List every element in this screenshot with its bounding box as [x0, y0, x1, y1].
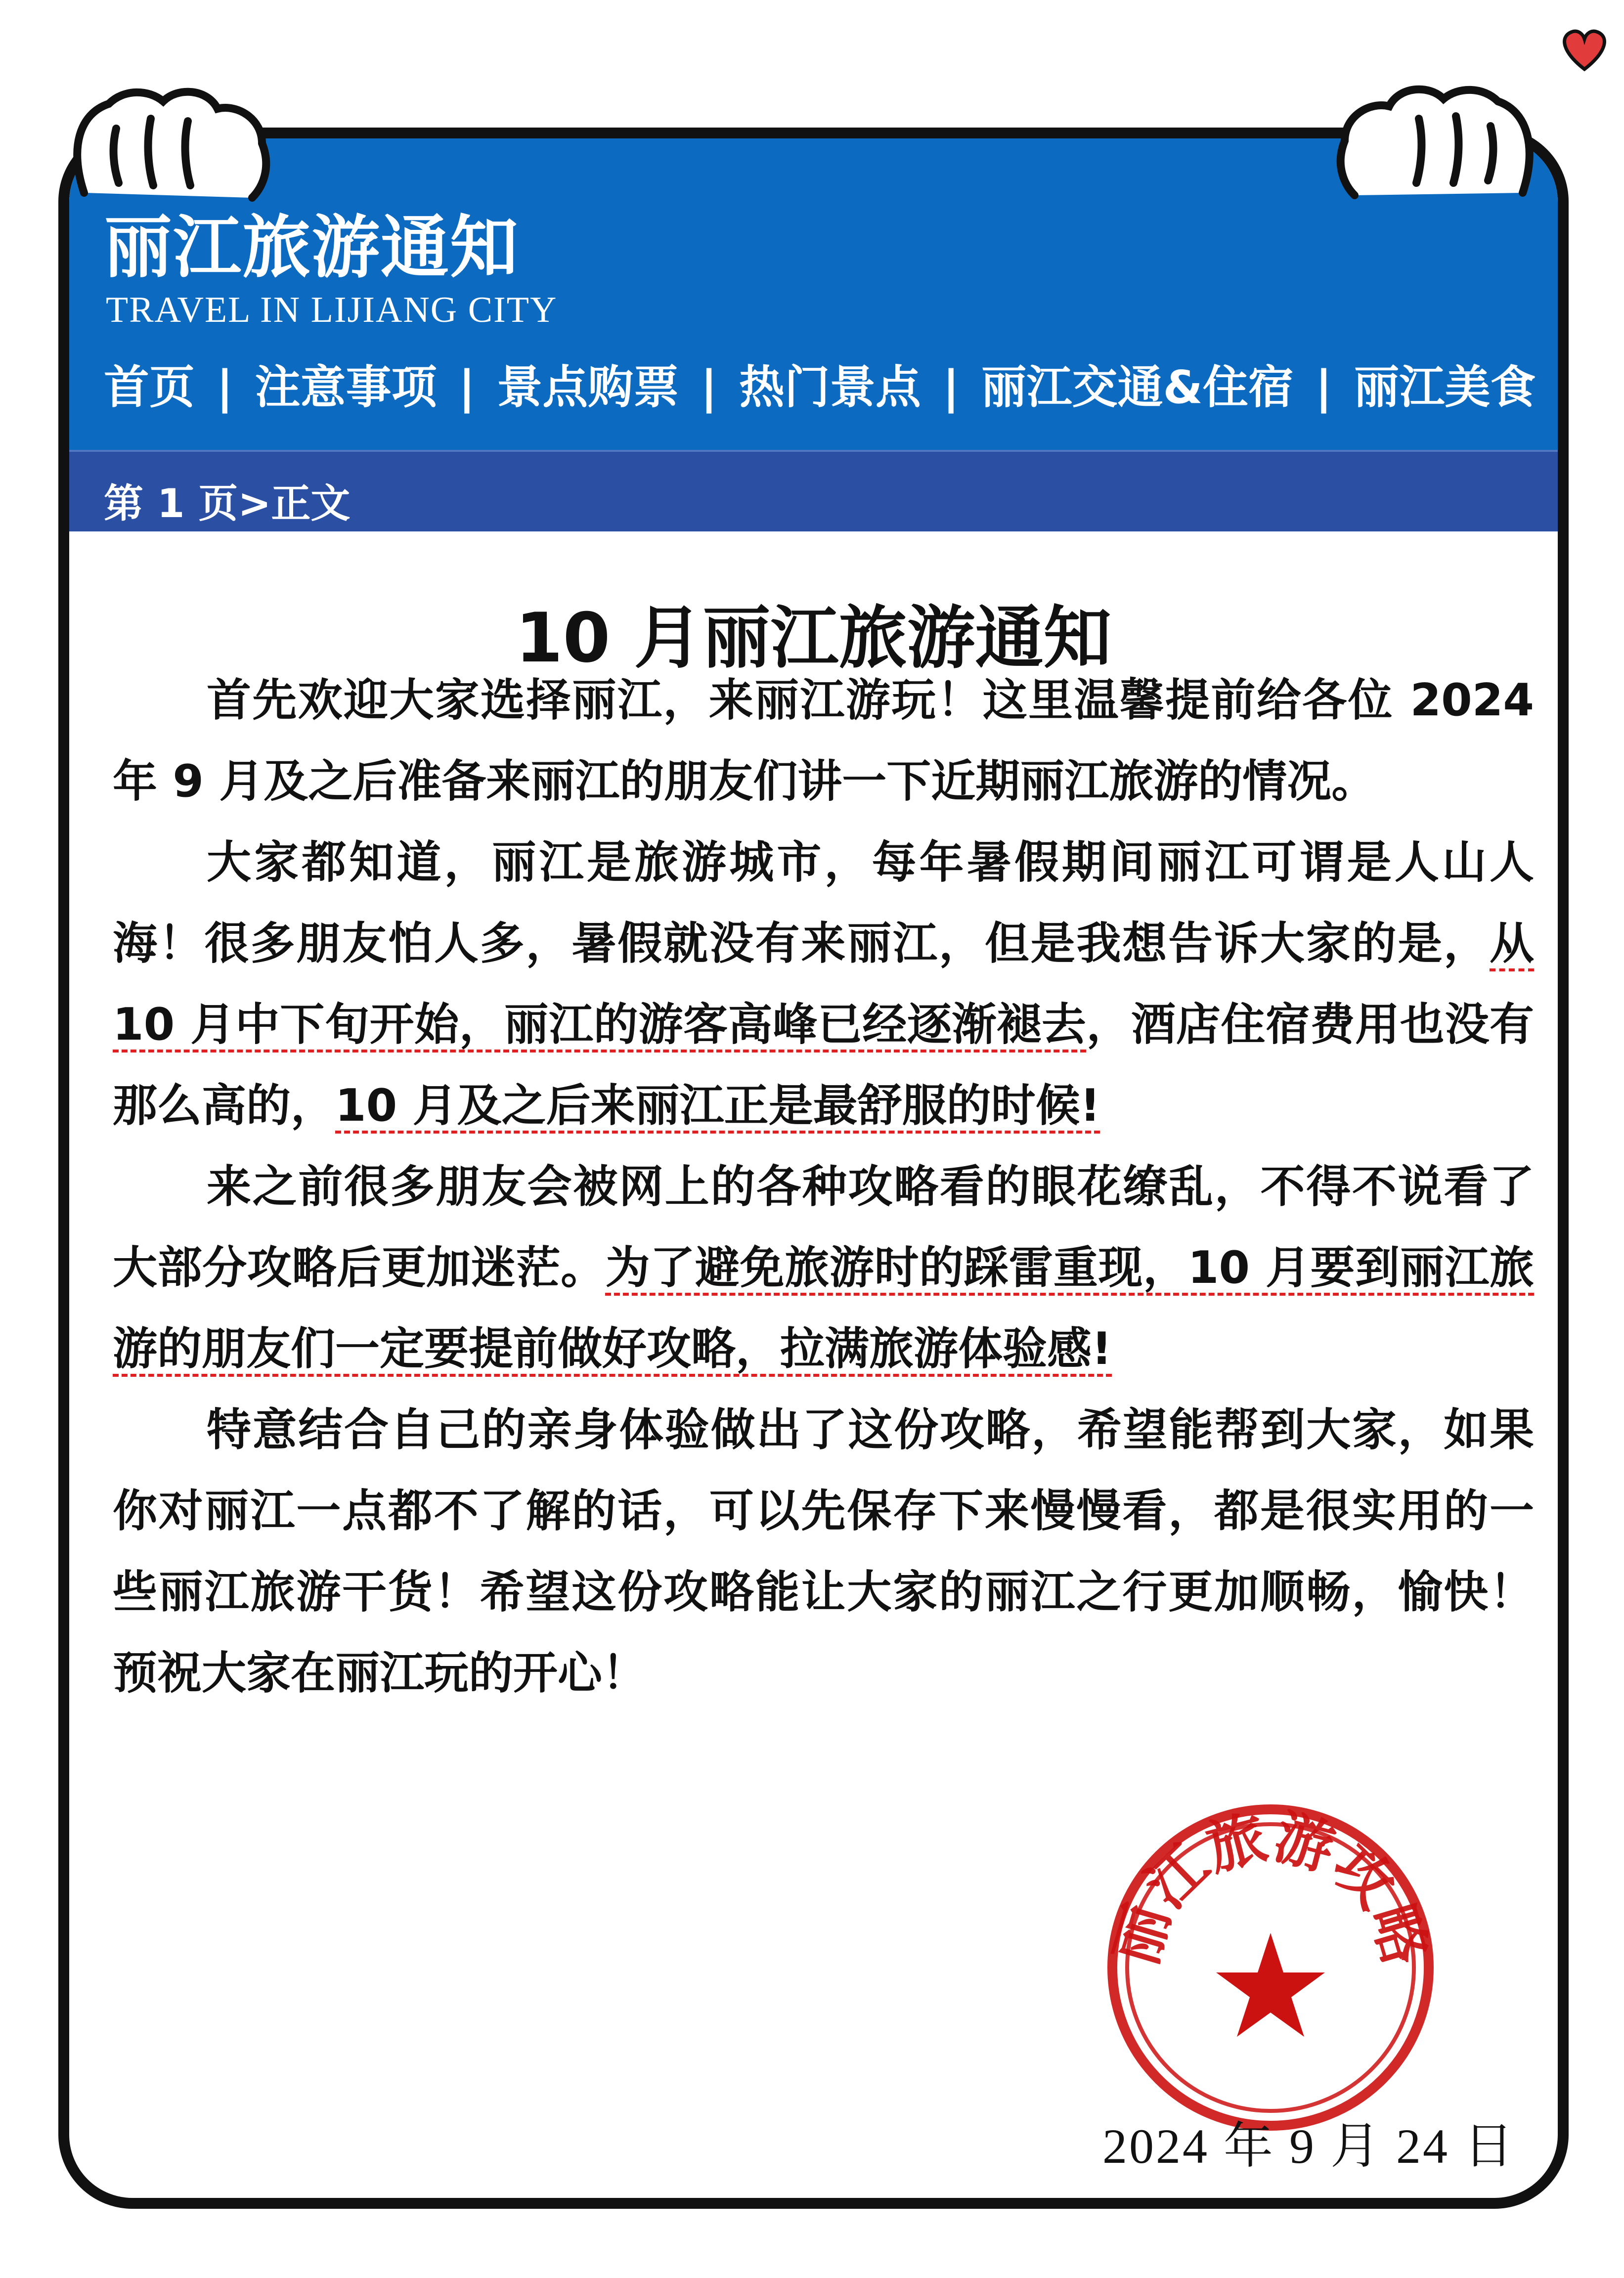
- highlighted-text: 从 10 月中下旬开始，丽江的游客高峰已经逐渐褪去: [113, 918, 1534, 1051]
- nav-separator: |: [1315, 361, 1332, 414]
- breadcrumb[interactable]: 第 1 页>正文: [104, 481, 351, 526]
- main-nav: [104, 351, 1536, 416]
- nav-separator: |: [701, 361, 717, 414]
- paragraph-3-text: 来之前很多朋友会被网上的各种攻略看的眼花缭乱，不得不说看了大部分攻略后更加迷茫。: [113, 1161, 1534, 1294]
- paragraph-2-text: 大家都知道，丽江是旅游城市，每年暑假期间丽江可谓是人山人海！很多朋友怕人多，暑假就没有来丽江，但是我想告诉大家的是，: [113, 836, 1534, 969]
- paragraph-1: 首先欢迎大家选择丽江，来丽江游玩！这里温馨提前给各位 2024 年 9 月及之后准备来丽江的朋友们讲一下近期丽江旅游的情况。: [113, 674, 1534, 807]
- article-body: [113, 660, 1534, 1714]
- nav-item-attractions[interactable]: 热门景点: [739, 361, 921, 414]
- article-title: 10 月丽江旅游通知: [515, 598, 1112, 678]
- nav-item-home[interactable]: 首页: [104, 361, 195, 414]
- star-icon: [1216, 1933, 1325, 2037]
- stamp-text: 丽江旅游攻略: [1101, 1802, 1440, 1972]
- paragraph-2: [113, 822, 1534, 1146]
- site-subtitle: TRAVEL IN LIJIANG CITY: [106, 290, 558, 330]
- site-title: 丽江旅游通知: [104, 208, 520, 287]
- highlighted-text: 为了避免旅游时的踩雷重现，10 月要到丽江旅游的朋友们一定要提前做好攻略，拉满旅游体验感!: [113, 1242, 1535, 1375]
- highlighted-text: 10 月及之后来丽江正是最舒服的时候!: [335, 1080, 1100, 1132]
- breadcrumb-bar: [69, 450, 1558, 531]
- nav-item-transport[interactable]: 丽江交通&住宿: [981, 361, 1294, 414]
- cartoon-hand-right-icon: [1315, 69, 1542, 203]
- article-date: 2024 年 9 月 24 日: [1102, 2119, 1515, 2174]
- nav-separator: |: [942, 361, 960, 414]
- paragraph-4: 特意结合自己的亲身体验做出了这份攻略，希望能帮到大家，如果你对丽江一点都不了解的话，可以先保存下来慢慢看，都是很实用的一些丽江旅游干货！希望这份攻略能让大家的丽江之行更加顺畅，愉快！预祝大家在丽江玩的开心！: [113, 1404, 1534, 1699]
- heart-icon: [1557, 22, 1612, 77]
- nav-item-notes[interactable]: 注意事项: [255, 361, 437, 414]
- paragraph-2-text: ，酒店住宿费用也没有那么高的，: [113, 999, 1535, 1132]
- nav-item-tickets[interactable]: 景点购票: [497, 361, 679, 414]
- red-seal-stamp: [1097, 1775, 1444, 2150]
- nav-separator: |: [217, 361, 233, 414]
- page-frame: [58, 128, 1569, 2209]
- paragraph-3: [113, 1146, 1534, 1390]
- nav-separator: |: [458, 361, 476, 414]
- cartoon-hand-left-icon: [64, 74, 292, 203]
- nav-item-food[interactable]: 丽江美食: [1354, 361, 1536, 414]
